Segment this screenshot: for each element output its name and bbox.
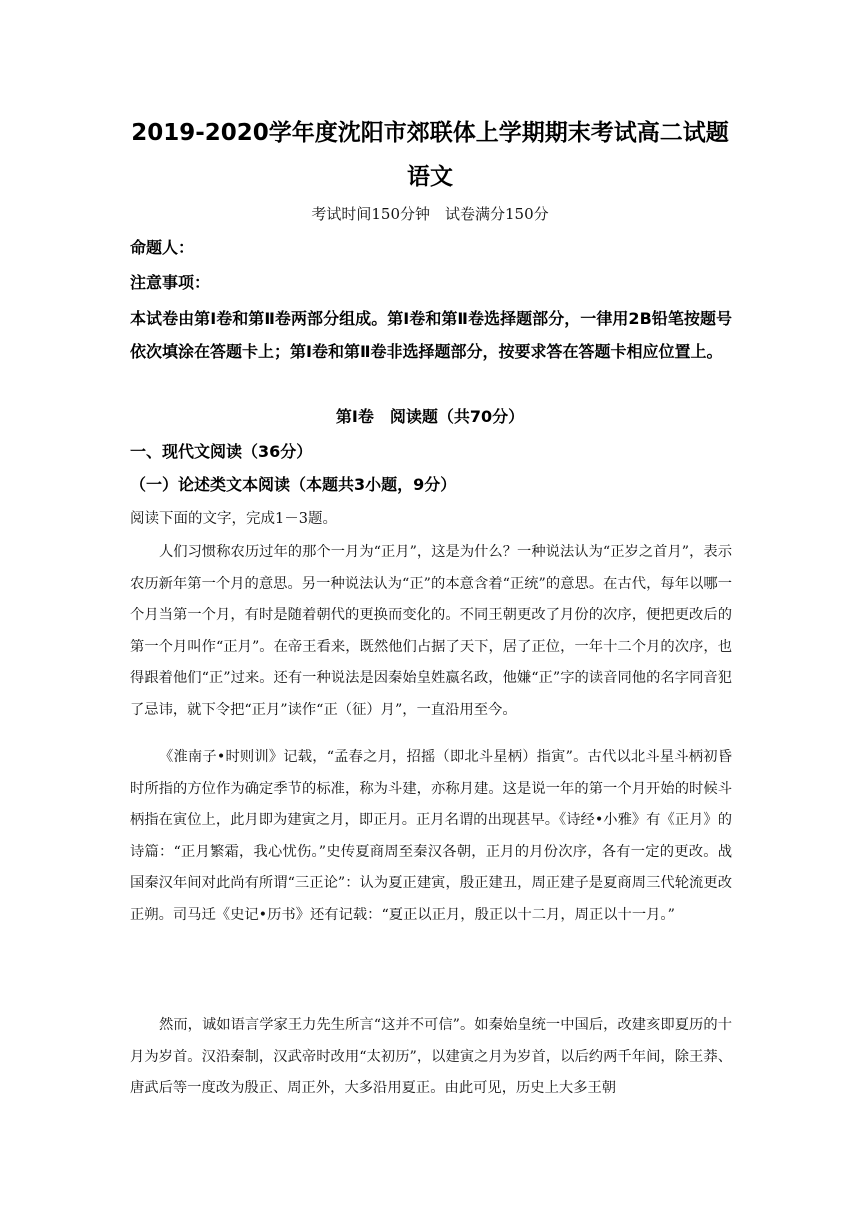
part-heading: 一、现代文阅读（36分） <box>130 442 313 461</box>
passage-paragraph-2: 《淮南子•时则训》记载，“孟春之月，招摇（即北斗星柄）指寅”。古代以北斗星斗柄初昏时所指的方位作为确定季节的标准，称为斗建，亦称月建。这是说一年的第一个月开始的时候斗柄指在寅位上，此月即为建寅之月，即正月。正月名谓的出现甚早。《诗经•小雅》有《正月》的诗篇：“正月繁霜，我心忧伤。”史传夏商周至秦汉各朝，正月的月份次序，各有一定的更改。战国秦汉年间对此尚有所谓“三正论”：认为夏正建寅，殷正建丑，周正建子是夏商周三代轮流更改正朔。司马迁《史记•历书》还有记载：“夏正以正月，殷正以十二月，周正以十一月。” <box>130 749 732 923</box>
section-title: 第Ⅰ卷 阅读题（共70分） <box>335 407 525 426</box>
passage-paragraph-3: 然而，诚如语言学家王力先生所言“这并不可信”。如秦始皇统一中国后，改建亥即夏历的十月为岁首。汉沿秦制，汉武帝时改用“太初历”，以建寅之月为岁首，以后约两千年间，除王莽、唐武后等一度改为殷正、周正外，大多沿用夏正。由此可见，历史上大多王朝 <box>130 1017 732 1096</box>
instructions: 本试卷由第Ⅰ卷和第Ⅱ卷两部分组成。第Ⅰ卷和第Ⅱ卷选择题部分，一律用2B铅笔按题号依次填涂在答题卡上；第Ⅰ卷和第Ⅱ卷非选择题部分，按要求答在答题卡相应位置上。 <box>130 309 732 361</box>
exam-info: 考试时间150分钟 试卷满分150分 <box>311 205 549 223</box>
subpart-heading: （一）论述类文本阅读（本题共3小题，9分） <box>130 475 457 494</box>
exam-title: 2019-2020学年度沈阳市郊联体上学期期末考试高二试题 <box>131 120 729 146</box>
passage-paragraph-1: 人们习惯称农历过年的那个一月为“正月”，这是为什么？一种说法认为“正岁之首月”，表示农历新年第一个月的意思。另一种说法认为“正”的本意含着“正统”的意思。在古代，每年以哪一个月当第一个月，有时是随着朝代的更换而变化的。不同王朝更改了月份的次序，便把更改后的第一个月叫作“正月”。在帝王看来，既然他们占据了天下，居了正位，一年十二个月的次序，也得跟着他们“正”过来。还有一种说法是因秦始皇姓嬴名政，他嫌“正”字的读音同他的名字同音犯了忌讳，就下令把“正月”读作“正（征）月”，一直沿用至今。 <box>130 544 732 718</box>
author-label: 命题人： <box>130 238 195 257</box>
notice-label: 注意事项： <box>130 273 211 292</box>
reading-prompt: 阅读下面的文字，完成1－3题。 <box>130 511 337 527</box>
subject-title: 语文 <box>407 164 453 190</box>
